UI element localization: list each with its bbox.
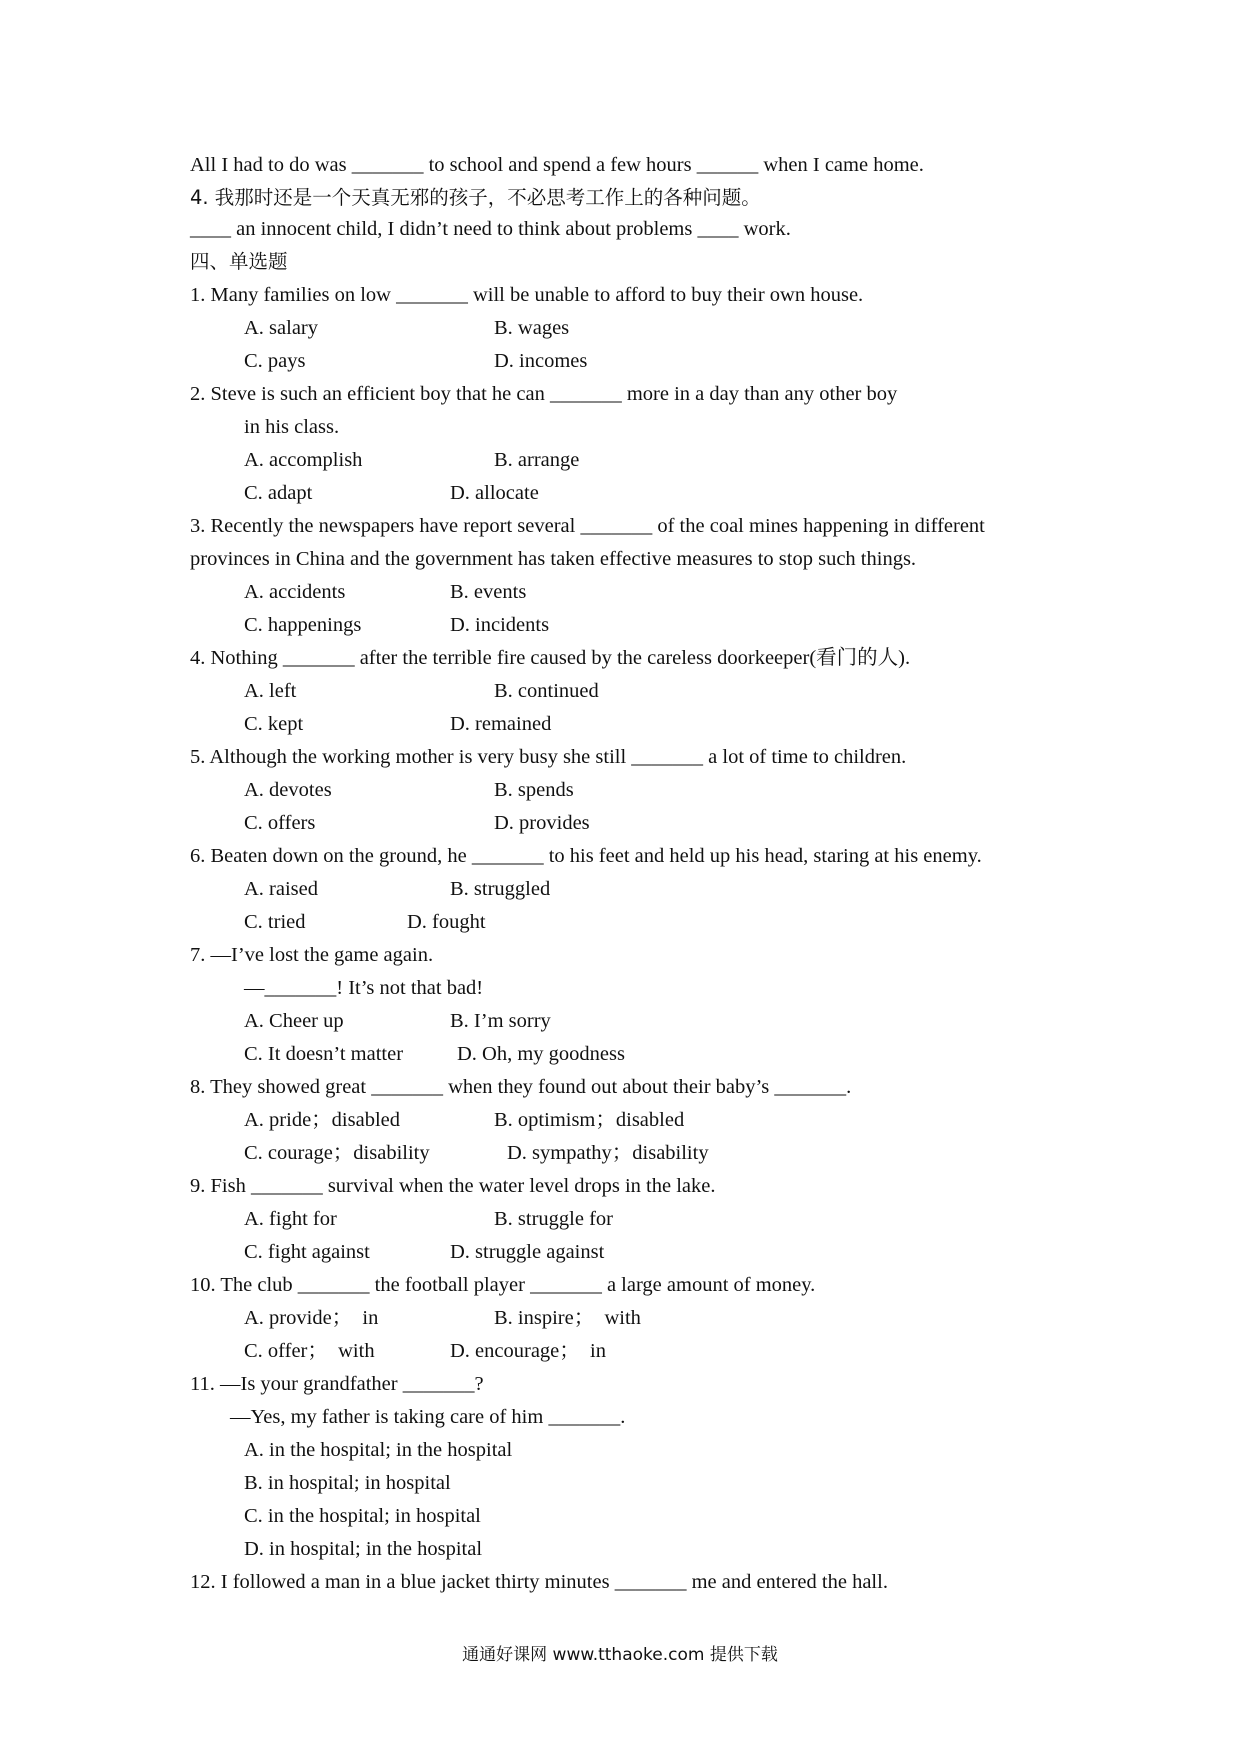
option-b: B. arrange [494,449,580,471]
option-b: B. spends [494,779,574,801]
option-d: D. allocate [450,482,539,504]
option-c: C. in the hospital; in hospital [244,1505,481,1527]
option-a: A. accomplish [244,449,363,471]
option-d: D. provides [494,812,590,834]
option-d: D. encourage； in [450,1340,606,1362]
option-b: B. continued [494,680,599,702]
option-a: A. raised [244,878,319,900]
option-d: D. sympathy；disability [507,1142,709,1164]
option-c: C. adapt [244,482,313,504]
option-c: C. kept [244,713,304,735]
option-b: B. in hospital; in hospital [244,1472,451,1494]
section-heading: 四、单选题 [190,250,288,273]
option-d: D. fought [407,911,486,933]
question-stem: 3. Recently the newspapers have report several _______ of the coal mines happening in different [190,515,985,537]
option-a: A. provide； in [244,1307,379,1329]
option-a: A. in the hospital; in the hospital [244,1439,513,1461]
question-stem: 10. The club _______ the football player _______ a large amount of money. [190,1274,816,1296]
option-b: B. I’m sorry [450,1010,551,1032]
page-footer: 通通好课网 www.tthaoke.com 提供下载 [462,1645,778,1665]
question-stem: 12. I followed a man in a blue jacket thirty minutes _______ me and entered the hall. [190,1571,888,1593]
question-stem: 7. —I’ve lost the game again. [190,944,434,966]
option-a: A. salary [244,317,319,339]
question-stem: 11. —Is your grandfather _______? [190,1373,484,1395]
option-c: C. offer； with [244,1340,375,1362]
question-stem: 4. Nothing _______ after the terrible fire caused by the careless doorkeeper(看门的人). [190,647,911,669]
option-c: C. courage；disability [244,1142,430,1164]
option-d: D. Oh, my goodness [457,1043,625,1065]
option-a: A. left [244,680,297,702]
option-c: C. It doesn’t matter [244,1043,404,1065]
option-c: C. tried [244,911,306,933]
option-b: B. wages [494,317,570,339]
option-d: D. struggle against [450,1241,605,1263]
question-stem: provinces in China and the government has taken effective measures to stop such things. [190,548,917,570]
question-stem: —_______! It’s not that bad! [244,977,484,999]
option-a: A. accidents [244,581,346,603]
question-stem: 8. They showed great _______ when they found out about their baby’s _______. [190,1076,852,1098]
text-line: All I had to do was _______ to school and spend a few hours ______ when I came home. [190,154,924,176]
option-c: C. offers [244,812,316,834]
option-d: D. incidents [450,614,550,636]
question-stem: 5. Although the working mother is very busy she still _______ a lot of time to children. [190,746,907,768]
question-stem: in his class. [244,416,340,438]
option-b: B. events [450,581,527,603]
option-c: C. happenings [244,614,362,636]
question-stem: 2. Steve is such an efficient boy that he can _______ more in a day than any other boy [190,383,898,405]
question-stem: 9. Fish _______ survival when the water level drops in the lake. [190,1175,716,1197]
option-d: D. in hospital; in the hospital [244,1538,483,1560]
option-d: D. remained [450,713,552,735]
option-a: A. devotes [244,779,332,801]
question-stem: —Yes, my father is taking care of him _______. [230,1406,626,1428]
option-c: C. pays [244,350,306,372]
text-line: 4. 我那时还是一个天真无邪的孩子，不必思考工作上的各种问题。 [190,186,761,209]
option-b: B. struggle for [494,1208,613,1230]
option-b: B. inspire； with [494,1307,641,1329]
question-stem: 6. Beaten down on the ground, he _______ to his feet and held up his head, staring at his enemy. [190,845,982,867]
option-a: A. fight for [244,1208,337,1230]
text-line: ____ an innocent child, I didn’t need to think about problems ____ work. [190,218,791,240]
option-b: B. optimism；disabled [494,1109,685,1131]
option-d: D. incomes [494,350,588,372]
option-b: B. struggled [450,878,551,900]
option-a: A. pride；disabled [244,1109,400,1131]
option-c: C. fight against [244,1241,370,1263]
option-a: A. Cheer up [244,1010,344,1032]
question-stem: 1. Many families on low _______ will be unable to afford to buy their own house. [190,284,864,306]
